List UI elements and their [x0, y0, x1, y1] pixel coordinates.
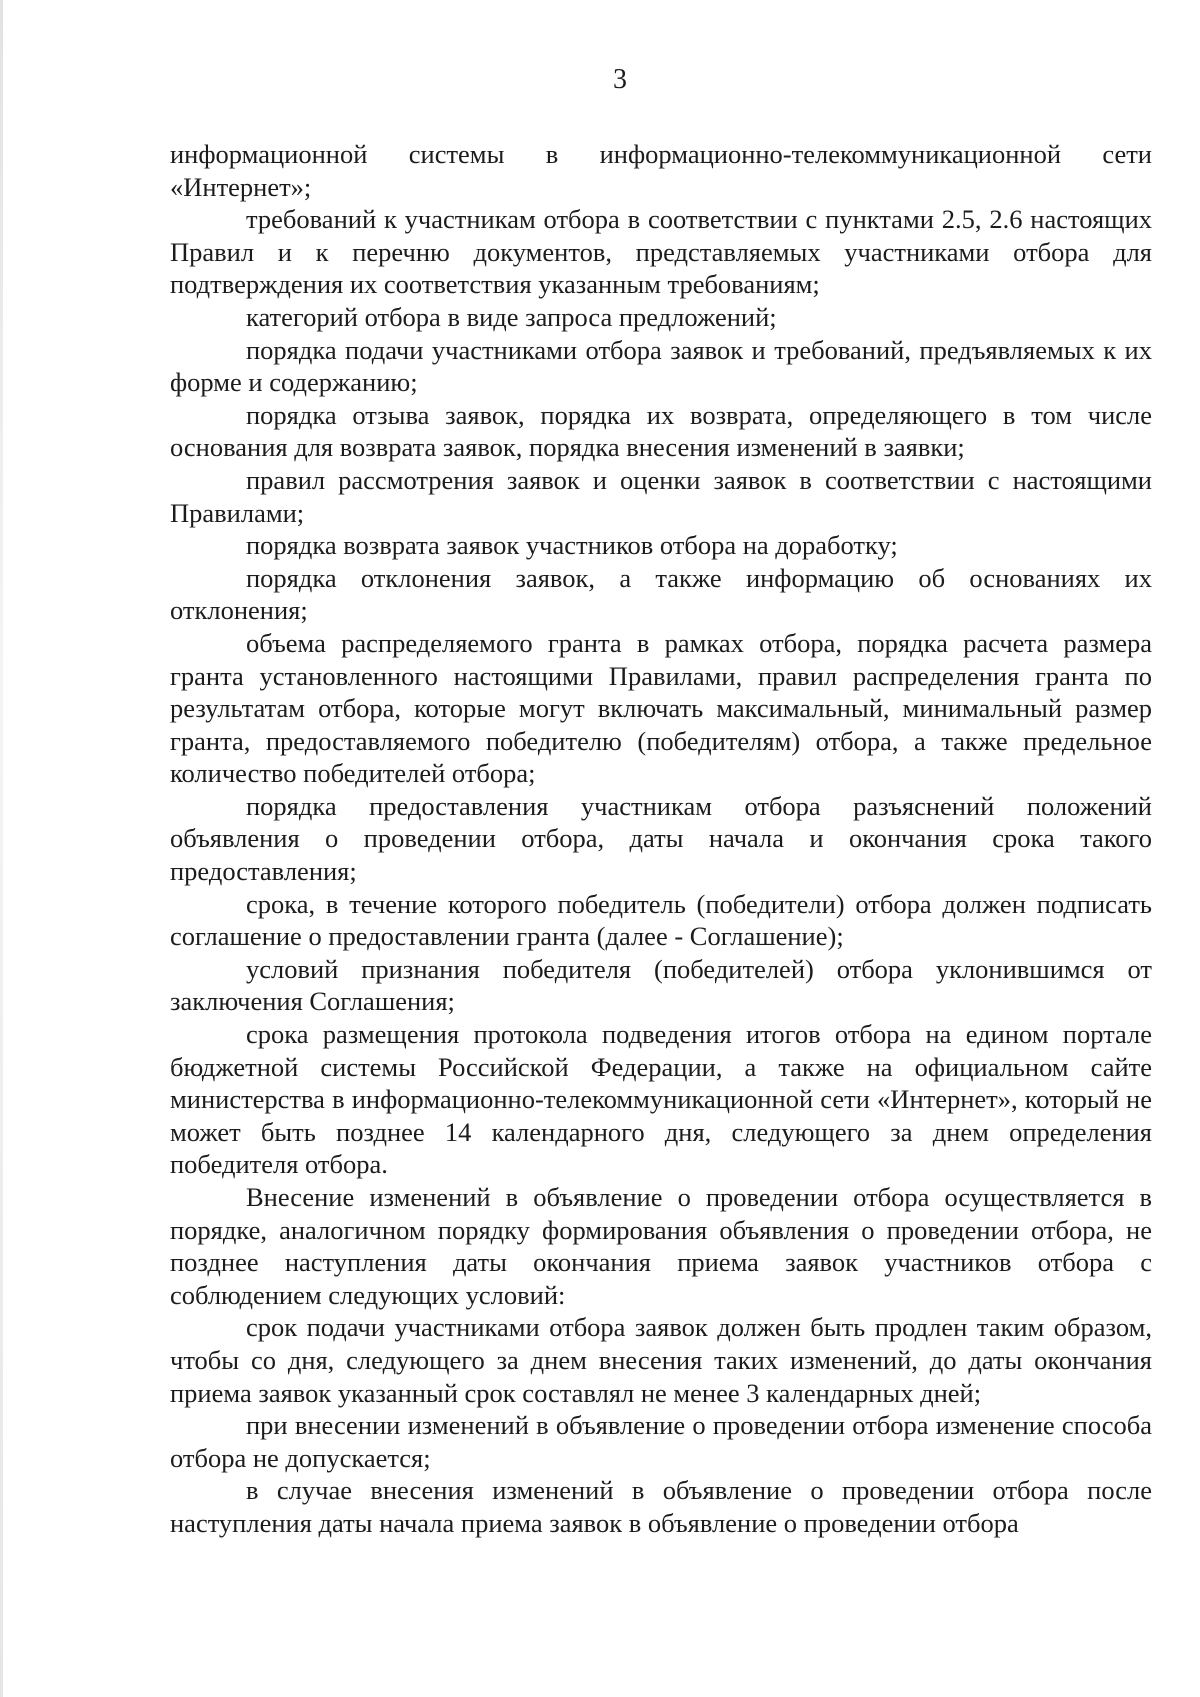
paragraph-3: категорий отбора в виде запроса предложений; [246, 301, 777, 332]
document-body [170, 138, 1152, 1540]
paragraph-17: в случае внесения изменений в объявление о проведении отбора после наступления даты начала приема заявок в объявление о проведении отбора [170, 1475, 1152, 1538]
paragraph-7: порядка возврата заявок участников отбора на доработку; [246, 530, 898, 561]
scan-edge [0, 0, 3, 1697]
paragraph-4: порядка подачи участниками отбора заявок и требований, предъявляемых к их форме и содержанию; [170, 334, 1152, 398]
paragraph-15: срок подачи участниками отбора заявок должен быть продлен таким образом, чтобы со дня, следующего за днем внесения таких изменений, до даты окончания приема заявок указанный срок составлял не менее 3 календарных дней; [170, 1312, 1152, 1408]
paragraph-12: условий признания победителя (победителей) отбора уклонившимся от заключения Соглашения; [170, 953, 1152, 1017]
paragraph-6: правил рассмотрения заявок и оценки заявок в соответствии с настоящими Правилами; [170, 464, 1152, 528]
paragraph-9: объема распределяемого гранта в рамках отбора, порядка расчета размера гранта установленного настоящими Правилами, правил распределения гранта по результатам отбора, которые могут включать максимальный, минимальный размер гранта, предоставляемого победителю (победителям) отбора, а также предельное количество победителей отбора; [170, 627, 1152, 789]
paragraph-8: порядка отклонения заявок, а также информацию об основаниях их отклонения; [170, 562, 1152, 626]
paragraph-2: требований к участникам отбора в соответствии с пунктами 2.5, 2.6 настоящих Правил и к перечню документов, представляемых участниками отбора для подтверждения их соответствия указанным требованиям; [170, 204, 1152, 300]
page-number: 3 [613, 64, 627, 95]
paragraph-16: при внесении изменений в объявление о проведении отбора изменение способа отбора не допускается; [170, 1410, 1152, 1473]
paragraph-10: порядка предоставления участникам отбора разъяснений положений объявления о проведении отбора, даты начала и окончания срока такого предоставления; [170, 790, 1152, 887]
paragraph-13: срока размещения протокола подведения итогов отбора на едином портале бюджетной системы Российской Федерации, а также на официальном сайте министерства в информационно-телекоммуникационной сети «Интернет», который не может быть позднее 14 календарного дня, следующего за днем определения победителя отбора. [170, 1019, 1152, 1180]
paragraph-14: Внесение изменений в объявление о проведении отбора осуществляется в порядке, аналогичном порядку формирования объявления о проведении отбора, не позднее наступления даты окончания приема заявок участников отбора с соблюдением следующих условий: [170, 1182, 1152, 1310]
paragraph-11: срока, в течение которого победитель (победители) отбора должен подписать соглашение о предоставлении гранта (далее - Соглашение); [170, 888, 1152, 952]
paragraph-5: порядка отзыва заявок, порядка их возврата, определяющего в том числе основания для возврата заявок, порядка внесения изменений в заявки; [170, 399, 1152, 463]
paragraph-1: информационной системы в информационно-телекоммуникационной сети «Интернет»; [170, 139, 1152, 202]
